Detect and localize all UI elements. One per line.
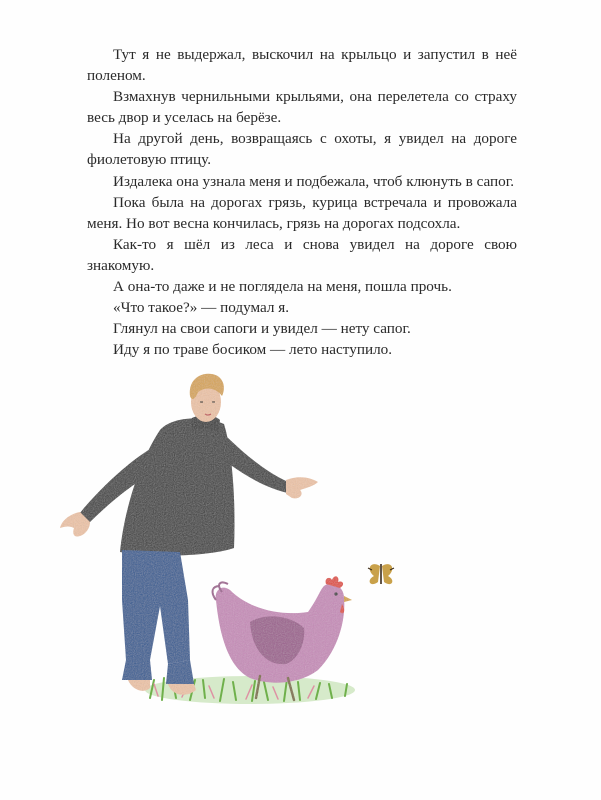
butterfly	[368, 564, 394, 584]
paragraph: Как-то я шёл из леса и снова увидел на дороге свою знакомую.	[87, 235, 517, 274]
paragraph: Тут я не выдержал, выскочил на крыльцо и запустил в неё поленом.	[87, 46, 517, 85]
paragraph: Иду я по траве босиком — лето наступило.	[113, 341, 393, 359]
paragraph: А она-то даже и не поглядела на меня, пошла прочь.	[113, 278, 452, 296]
paragraph: На другой день, возвращаясь с охоты, я увидел на дороге фиолетовую птицу.	[87, 130, 517, 169]
paragraph: Издалека она узнала меня и подбежала, чтоб клюнуть в сапог.	[113, 172, 515, 190]
paragraph: Взмахнув чернильными крыльями, она перелетела со страху весь двор и уселась на берёзе.	[87, 88, 517, 127]
paragraph: Пока была на дорогах грязь, курица встречала и провожала меня. Но вот весна кончилась, грязь на дорогах подсохла.	[87, 193, 517, 232]
paragraph: «Что такое?» — подумал я.	[113, 299, 290, 317]
illustration	[0, 360, 601, 780]
story-text	[87, 44, 517, 360]
paragraph: Глянул на свои сапоги и увидел — нету сапог.	[113, 320, 411, 338]
